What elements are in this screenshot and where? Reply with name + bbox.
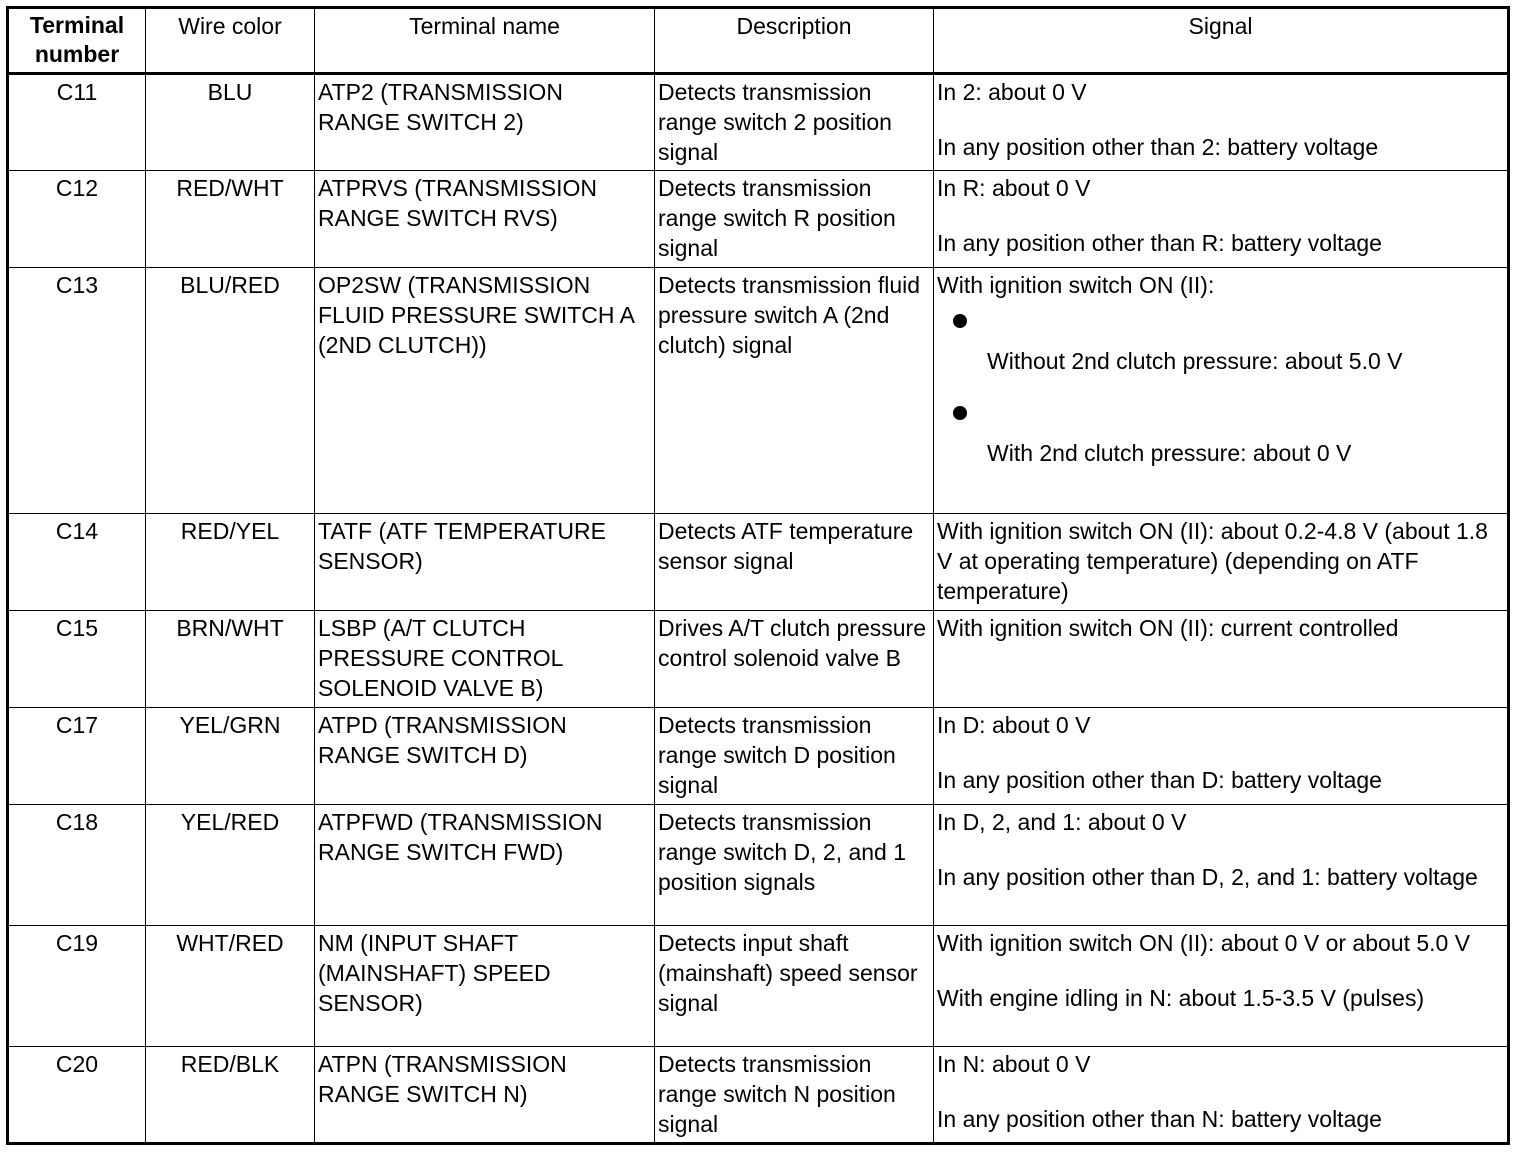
signal-line: In D, 2, and 1: about 0 V	[937, 809, 1187, 835]
signal-cell	[934, 1047, 1509, 1144]
terminal-number-cell: C19	[8, 926, 146, 1047]
terminal-name-cell: ATPN (TRANSMISSION RANGE SWITCH N)	[315, 1047, 655, 1144]
signal-cell	[934, 805, 1509, 926]
signal-line: In any position other than D: battery voltage	[937, 767, 1382, 793]
table-row	[8, 171, 1509, 268]
signal-line: With engine idling in N: about 1.5-3.5 V (pulses)	[937, 985, 1425, 1011]
wire-color-cell: YEL/RED	[146, 805, 315, 926]
description-cell: Detects ATF temperature sensor signal	[655, 514, 934, 611]
signal-line: In any position other than D, 2, and 1: battery voltage	[937, 864, 1478, 890]
terminal-number-cell: C18	[8, 805, 146, 926]
signal-line: In D: about 0 V	[937, 712, 1091, 738]
wire-color-cell: RED/BLK	[146, 1047, 315, 1144]
description-cell: Drives A/T clutch pressure control solenoid valve B	[655, 611, 934, 708]
header-signal: Signal	[934, 8, 1509, 74]
terminal-name-cell: ATPD (TRANSMISSION RANGE SWITCH D)	[315, 708, 655, 805]
terminal-number-cell: C14	[8, 514, 146, 611]
description-cell: Detects transmission fluid pressure switch A (2nd clutch) signal	[655, 268, 934, 514]
table-header	[8, 8, 1509, 74]
wire-color-cell: BLU	[146, 74, 315, 171]
table-body	[8, 74, 1509, 1144]
signal-line: With ignition switch ON (II): current controlled	[937, 615, 1399, 641]
terminal-number-cell: C13	[8, 268, 146, 514]
wire-color-cell: RED/YEL	[146, 514, 315, 611]
description-cell: Detects transmission range switch N position signal	[655, 1047, 934, 1144]
terminal-number-cell: C12	[8, 171, 146, 268]
terminal-name-cell: ATPRVS (TRANSMISSION RANGE SWITCH RVS)	[315, 171, 655, 268]
wire-color-cell: BLU/RED	[146, 268, 315, 514]
signal-line: With ignition switch ON (II): about 0 V or about 5.0 V	[937, 930, 1471, 956]
terminal-number-cell: C17	[8, 708, 146, 805]
terminal-number-cell: C20	[8, 1047, 146, 1144]
table-row	[8, 926, 1509, 1047]
terminal-name-cell: ATPFWD (TRANSMISSION RANGE SWITCH FWD)	[315, 805, 655, 926]
signal-line: In any position other than 2: battery voltage	[937, 134, 1379, 160]
terminal-number-cell: C11	[8, 74, 146, 171]
signal-line: In N: about 0 V	[937, 1051, 1091, 1077]
terminal-name-cell: OP2SW (TRANSMISSION FLUID PRESSURE SWITCH A (2ND CLUTCH))	[315, 268, 655, 514]
bullet-dot-icon	[953, 314, 967, 328]
table-row	[8, 611, 1509, 708]
signal-cell	[934, 611, 1509, 708]
signal-cell	[934, 514, 1509, 611]
wire-color-cell: BRN/WHT	[146, 611, 315, 708]
description-cell: Detects transmission range switch D, 2, and 1 position signals	[655, 805, 934, 926]
bullet-row	[937, 392, 1504, 436]
signal-cell	[934, 708, 1509, 805]
wire-color-cell: WHT/RED	[146, 926, 315, 1047]
signal-intro: With ignition switch ON (II):	[937, 272, 1215, 298]
signal-line: In any position other than R: battery voltage	[937, 230, 1382, 256]
table-row	[8, 805, 1509, 926]
signal-cell	[934, 926, 1509, 1047]
table-row	[8, 514, 1509, 611]
wire-color-cell: YEL/GRN	[146, 708, 315, 805]
signal-cell	[934, 268, 1509, 514]
terminal-name-cell: LSBP (A/T CLUTCH PRESSURE CONTROL SOLENOID VALVE B)	[315, 611, 655, 708]
description-cell: Detects transmission range switch R position signal	[655, 171, 934, 268]
terminal-name-cell: ATP2 (TRANSMISSION RANGE SWITCH 2)	[315, 74, 655, 171]
bullet-dot-icon	[953, 406, 967, 420]
signal-cell	[934, 74, 1509, 171]
terminal-name-cell: TATF (ATF TEMPERATURE SENSOR)	[315, 514, 655, 611]
table-row	[8, 74, 1509, 171]
table-row	[8, 708, 1509, 805]
signal-line: In any position other than N: battery voltage	[937, 1106, 1382, 1132]
signal-line: In 2: about 0 V	[937, 79, 1087, 105]
wire-color-cell: RED/WHT	[146, 171, 315, 268]
header-wire-color: Wire color	[146, 8, 315, 74]
description-cell: Detects transmission range switch 2 position signal	[655, 74, 934, 171]
terminal-name-cell: NM (INPUT SHAFT (MAINSHAFT) SPEED SENSOR)	[315, 926, 655, 1047]
table-row	[8, 1047, 1509, 1144]
header-terminal-name: Terminal name	[315, 8, 655, 74]
terminal-number-cell: C15	[8, 611, 146, 708]
signal-cell	[934, 171, 1509, 268]
header-description: Description	[655, 8, 934, 74]
description-cell: Detects input shaft (mainshaft) speed sensor signal	[655, 926, 934, 1047]
signal-line: In R: about 0 V	[937, 175, 1091, 201]
signal-bullet-text: With 2nd clutch pressure: about 0 V	[987, 440, 1352, 466]
header-terminal-number: Terminal number	[8, 8, 146, 74]
description-cell: Detects transmission range switch D position signal	[655, 708, 934, 805]
terminal-table	[6, 6, 1510, 1145]
bullet-row	[937, 300, 1504, 344]
header-row	[8, 8, 1509, 74]
signal-line: With ignition switch ON (II): about 0.2-4.8 V (about 1.8 V at operating temperature) (depending on ATF temperature)	[937, 518, 1488, 604]
table-row	[8, 268, 1509, 514]
signal-bullet-text: Without 2nd clutch pressure: about 5.0 V	[987, 348, 1403, 374]
